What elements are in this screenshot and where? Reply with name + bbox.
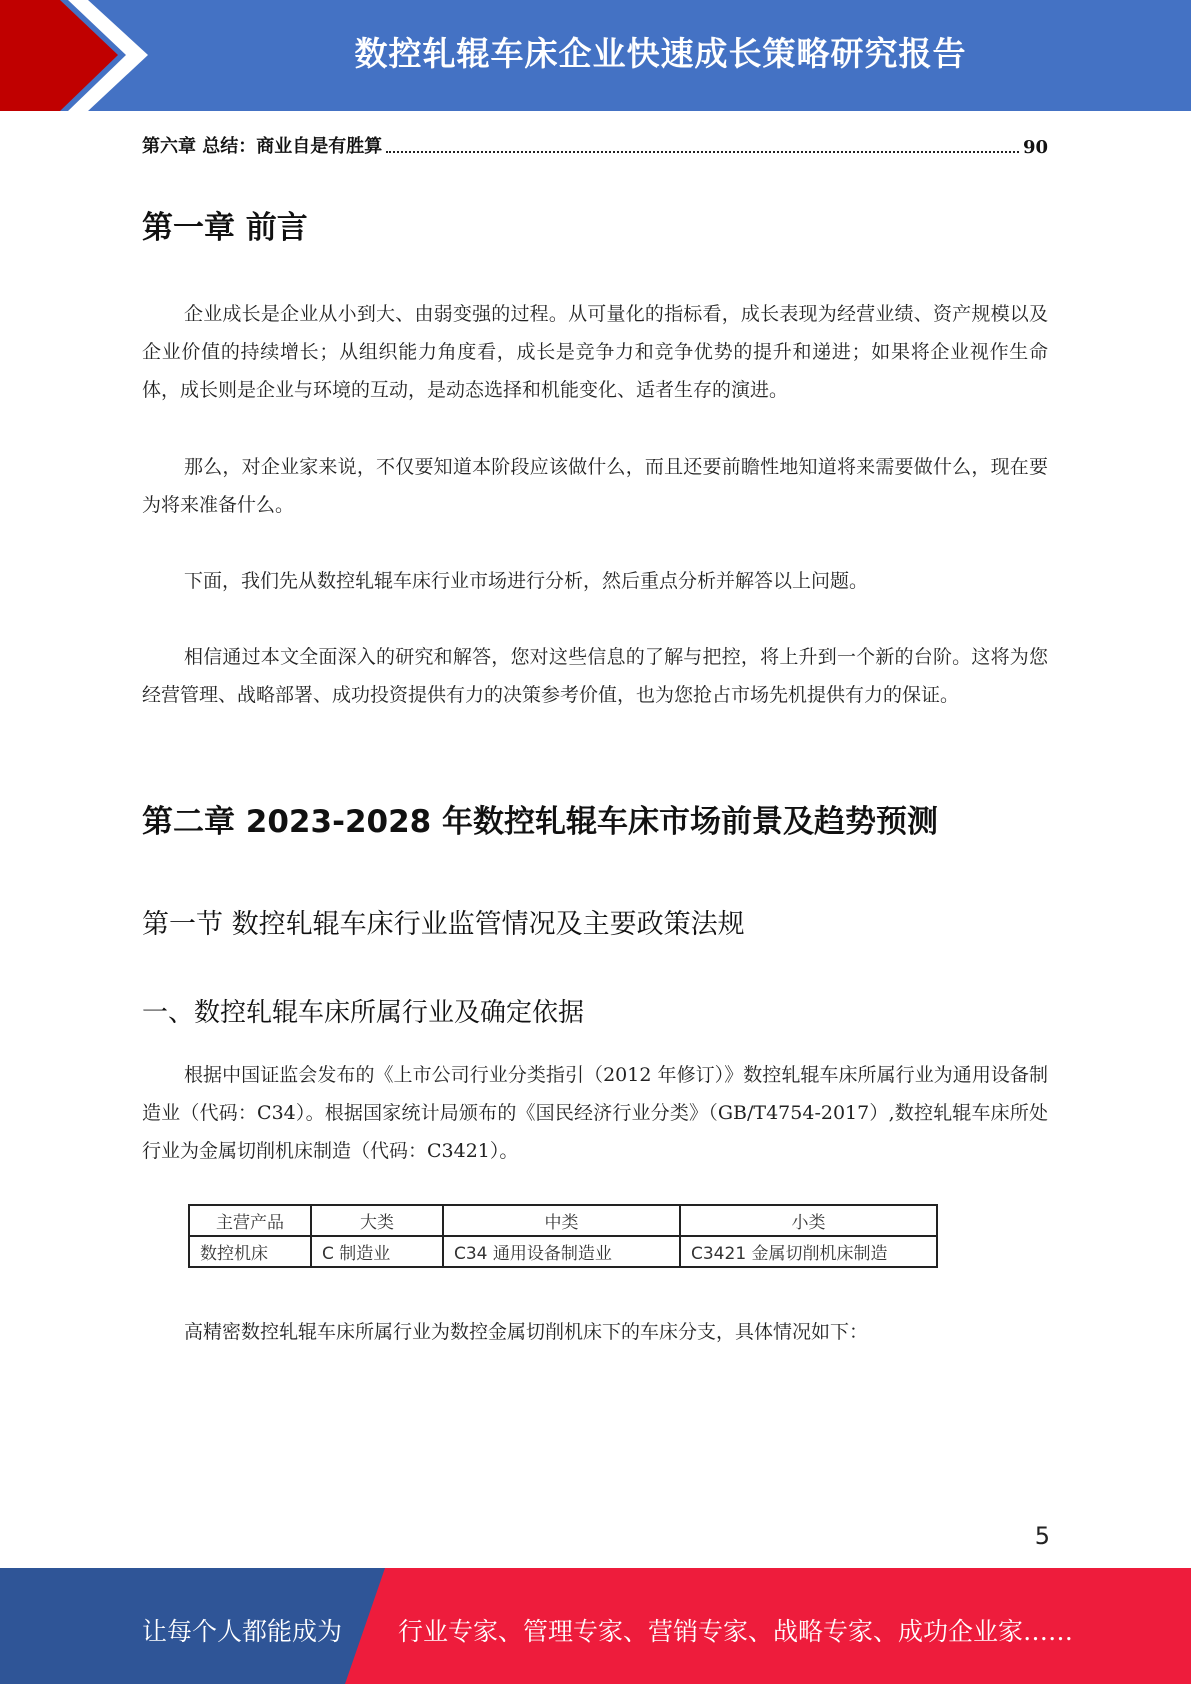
table-header-cell: 小类 [680, 1205, 937, 1236]
table-header-cell: 中类 [443, 1205, 680, 1236]
table-header-cell: 主营产品 [189, 1205, 311, 1236]
chapter-1-paragraph-2: 那么，对企业家来说，不仅要知道本阶段应该做什么，而且还要前瞻性地知道将来需要做什么，现在要为将来准备什么。 [142, 456, 1048, 516]
header-banner [0, 0, 1191, 111]
page-number: 5 [1034, 1522, 1050, 1550]
industry-classification-table [188, 1204, 938, 1268]
chapter-1-paragraph-3: 下面，我们先从数控轧辊车床行业市场进行分析，然后重点分析并解答以上问题。 [184, 570, 869, 592]
toc-entry-label: 第六章 总结：商业自是有胜算 [142, 136, 383, 157]
table-cell: 数控机床 [189, 1236, 311, 1267]
toc-entry-page: 90 [1022, 137, 1048, 158]
chapter-2-paragraph-2: 高精密数控轧辊车床所属行业为数控金属切削机床下的车床分支，具体情况如下： [184, 1321, 869, 1343]
footer-slogan-right: 行业专家、管理专家、营销专家、战略专家、成功企业家…… [398, 1617, 1074, 1646]
toc-leader-dots [386, 150, 1019, 153]
subsection-1-heading: 一、数控轧辊车床所属行业及确定依据 [142, 998, 585, 1028]
chapter-2-heading: 第二章 2023-2028 年数控轧辊车床市场前景及趋势预测 [142, 804, 939, 840]
table-header-cell: 大类 [311, 1205, 443, 1236]
table-cell: C3421 金属切削机床制造 [680, 1236, 937, 1267]
footer-banner [0, 1568, 1191, 1684]
chapter-1-paragraph-4: 相信通过本文全面深入的研究和解答，您对这些信息的了解与把控，将上升到一个新的台阶。这将为您经营管理、战略部署、成功投资提供有力的决策参考价值，也为您抢占市场先机提供有力的保证。 [142, 646, 1048, 706]
toc-entry[interactable] [142, 130, 1048, 158]
table-row [189, 1236, 937, 1267]
chapter-2-paragraph-1: 根据中国证监会发布的《上市公司行业分类指引（2012 年修订）》数控轧辊车床所属行业为通用设备制造业（代码：C34）。根据国家统计局颁布的《国民经济行业分类》（GB/T4754-2017）,数控轧辊车床所处行业为金属切削机床制造（代码：C3421）。 [142, 1064, 1048, 1162]
footer-slogan-left: 让每个人都能成为 [142, 1617, 343, 1646]
chapter-1-heading: 第一章 前言 [142, 210, 308, 246]
section-1-heading: 第一节 数控轧辊车床行业监管情况及主要政策法规 [142, 909, 745, 940]
table-cell: C 制造业 [311, 1236, 443, 1267]
chapter-1-paragraph-1: 企业成长是企业从小到大、由弱变强的过程。从可量化的指标看，成长表现为经营业绩、资产规模以及企业价值的持续增长；从组织能力角度看，成长是竞争力和竞争优势的提升和递进；如果将企业视作生命体，成长则是企业与环境的互动，是动态选择和机能变化、适者生存的演进。 [142, 303, 1048, 401]
table-header-row [189, 1205, 937, 1236]
table-cell: C34 通用设备制造业 [443, 1236, 680, 1267]
report-title: 数控轧辊车床企业快速成长策略研究报告 [354, 34, 967, 73]
